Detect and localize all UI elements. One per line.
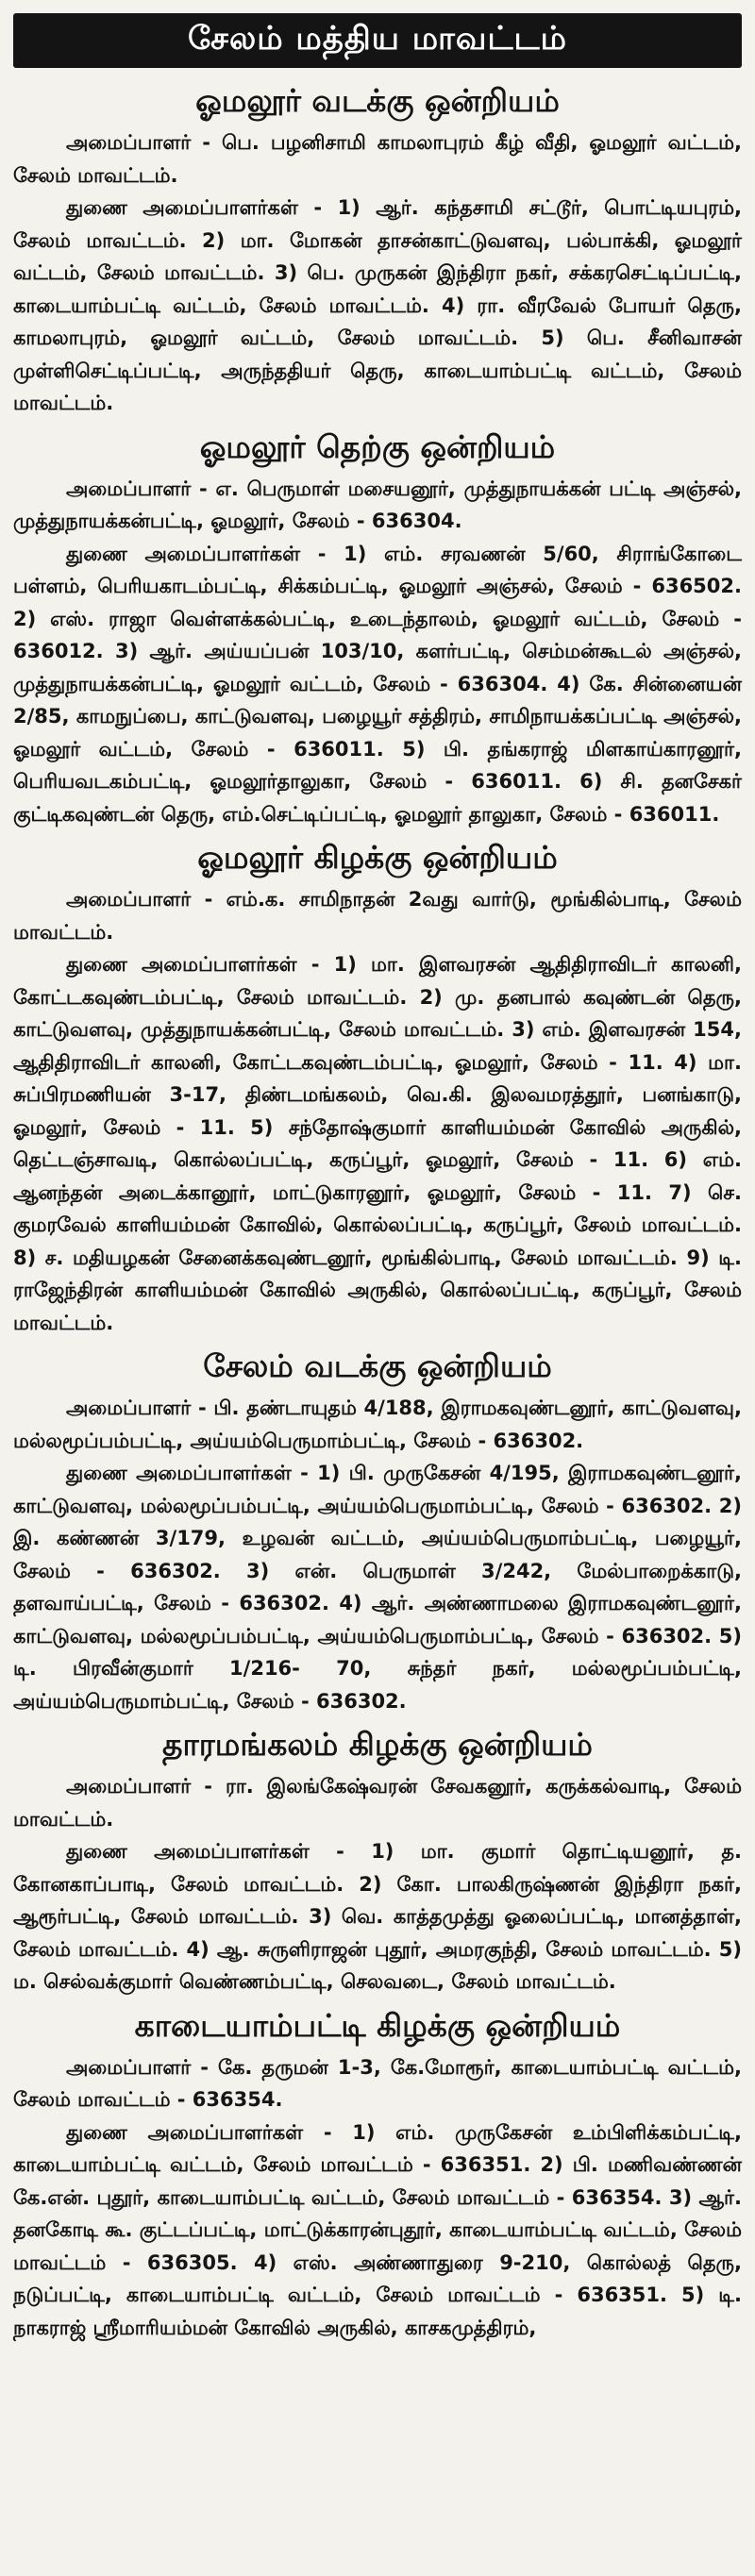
section-title: காடையாம்பட்டி கிழக்கு ஒன்றியம் [134,2006,621,2044]
organizer-text: அமைப்பாளர் - கே. தருமன் 1-3, கே.மோரூர், காடையாம்பட்டி வட்டம், சேலம் மாவட்டம் - 636354. [13,2055,742,2111]
section-title: ஓமலூர் தெற்கு ஒன்றியம் [199,427,556,465]
section-title: சேலம் வடக்கு ஒன்றியம் [203,1347,552,1384]
deputies-text: துணை அமைப்பாளர்கள் - 1) எம். சரவணன் 5/60, சிராங்கோடை பள்ளம், பெரியகாடம்பட்டி, சிக்கம்பட்டி, ஓமலூர் அஞ்சல், சேலம் - 636502. 2) எஸ். ராஜா வெள்ளக்கல்பட்டி, உடைந்தாலம், ஓமலூர் வட்டம், சேலம் - 636012. 3) ஆர். அய்யப்பன் 103/10, களர்பட்டி, செம்மன்கூடல் அஞ்சல், முத்துநாயக்கன்பட்டி, ஓமலூர் வட்டம், சேலம் - 636304. 4) கே. சின்னையன் 2/85, காமநுப்பை, காட்டுவளவு, பழையூர் சத்திரம், சாமிநாயக்கப்பட்டி அஞ்சல், ஓமலூர் வட்டம், சேலம் - 636011. 5) பி. தங்கராஜ் மிளகாய்காரனூர், பெரியவடகம்பட்டி, ஓமலூர்தாலுகா, சேலம் - 636011. 6) சி. தனசேகர் குட்டிகவுண்டன் தெரு, எம்.செட்டிப்பட்டி, ஓமலூர் தாலுகா, சேலம் - 636011. [13,542,742,826]
organizer-text: அமைப்பாளர் - பி. தண்டாயுதம் 4/188, இராமகவுண்டனூர், காட்டுவளவு, மல்லமூப்பம்பட்டி, அய்யம்பெருமாம்பட்டி, சேலம் - 636302. [13,1397,742,1452]
section-omalur-north [13,81,742,420]
section-omalur-east [13,838,742,1339]
organizer-text: அமைப்பாளர் - எம்.க. சாமிநாதன் 2வது வார்டு, மூங்கில்பாடி, சேலம் மாவட்டம். [13,888,742,944]
section-title: தாரமங்கலம் கிழக்கு ஒன்றியம் [161,1726,593,1763]
organizer-text: அமைப்பாளர் - எ. பெருமாள் மசையனூர், முத்துநாயக்கன் பட்டி அஞ்சல், முத்துநாயக்கன்பட்டி, ஓமலூர், சேலம் - 636304. [13,477,742,532]
district-banner: சேலம் மத்திய மாவட்டம் [13,13,742,68]
deputies-text: துணை அமைப்பாளர்கள் - 1) ஆர். கந்தசாமி சட்டூர், பொட்டியபுரம், சேலம் மாவட்டம். 2) மா. மோகன் தாசன்காட்டுவளவு, பல்பாக்கி, ஓமலூர் வட்டம், சேலம் மாவட்டம். 3) பெ. முருகன் இந்திரா நகர், சக்கரசெட்டிப்பட்டி, காடையாம்பட்டி வட்டம், சேலம் மாவட்டம். 4) ரா. வீரவேல் போயர் தெரு, காமலாபுரம், ஓமலூர் வட்டம், சேலம் மாவட்டம். 5) பெ. சீனிவாசன் முள்ளிசெட்டிப்பட்டி, அருந்ததியர் தெரு, காடையாம்பட்டி வட்டம், சேலம் மாவட்டம். [13,196,742,414]
section-tharamangalam-east [13,1725,742,1999]
section-title: ஓமலூர் கிழக்கு ஒன்றியம் [197,839,558,876]
deputies-text: துணை அமைப்பாளர்கள் - 1) மா. குமார் தொட்டியனூர், த. கோனகாப்பாடி, சேலம் மாவட்டம். 2) கோ. பாலகிருஷ்ணன் இந்திரா நகர், ஆரூர்பட்டி, சேலம் மாவட்டம். 3) வெ. காத்தமுத்து ஓலைப்பட்டி, மானத்தாள், சேலம் மாவட்டம். 4) ஆ. சுருளிராஜன் புதூர், அமரகுந்தி, சேலம் மாவட்டம். 5) ம. செல்வக்குமார் வெண்ணம்பட்டி, செலவடை, சேலம் மாவட்டம். [13,1840,742,1993]
deputies-text: துணை அமைப்பாளர்கள் - 1) எம். முருகேசன் உம்பிளிக்கம்பட்டி, காடையாம்பட்டி வட்டம், சேலம் மாவட்டம் - 636351. 2) பி. மணிவண்ணன் கே.என். புதூர், காடையாம்பட்டி வட்டம், சேலம் மாவட்டம் - 636354. 3) ஆர். தனகோடி கூ. குட்டப்பட்டி, மாட்டுக்காரன்புதூர், காடையாம்பட்டி வட்டம், சேலம் மாவட்டம் - 636305. 4) எஸ். அண்ணாதுரை 9-210, கொல்லத் தெரு, நடுப்பட்டி, காடையாம்பட்டி வட்டம், சேலம் மாவட்டம் - 636351. 5) டி. நாகராஜ் ஸ்ரீமாரியம்மன் கோவில் அருகில், காசகமுத்திரம், [13,2120,742,2339]
section-title: ஓமலூர் வடக்கு ஒன்றியம் [195,82,560,119]
section-omalur-south [13,427,742,831]
organizer-text: அமைப்பாளர் - பெ. பழனிசாமி காமலாபுரம் கீழ் வீதி, ஓமலூர் வட்டம், சேலம் மாவட்டம். [13,131,742,187]
section-salem-north [13,1347,742,1717]
section-kadaiyampatti-east [13,2006,742,2345]
deputies-text: துணை அமைப்பாளர்கள் - 1) பி. முருகேசன் 4/195, இராமகவுண்டனூர், காட்டுவளவு, மல்லமூப்பம்பட்டி, அய்யம்பெருமாம்பட்டி, சேலம் - 636302. 2) இ. கண்ணன் 3/179, உழவன் வட்டம், அய்யம்பெருமாம்பட்டி, பழையூர், சேலம் - 636302. 3) என். பெருமாள் 3/242, மேல்பாறைக்காடு, தளவாய்பட்டி, சேலம் - 636302. 4) ஆர். அண்ணாமலை இராமகவுண்டனூர், காட்டுவளவு, மல்லமூப்பம்பட்டி, அய்யம்பெருமாம்பட்டி, சேலம் - 636302. 5) டி. பிரவீன்குமார் 1/216- 70, சுந்தர் நகர், மல்லமூப்பம்பட்டி, அய்யம்பெருமாம்பட்டி, சேலம் - 636302. [13,1462,742,1713]
deputies-text: துணை அமைப்பாளர்கள் - 1) மா. இளவரசன் ஆதிதிராவிடர் காலனி, கோட்டகவுண்டம்பட்டி, சேலம் மாவட்டம். 2) மு. தனபால் கவுண்டன் தெரு, காட்டுவளவு, முத்துநாயக்கன்பட்டி, சேலம் மாவட்டம். 3) எம். இளவரசன் 154, ஆதிதிராவிடர் காலனி, கோட்டகவுண்டம்பட்டி, ஓமலூர், சேலம் - 11. 4) மா. சுப்பிரமணியன் 3-17, திண்டமங்கலம், வெ.கி. இலவமரத்தூர், பனங்காடு, ஓமலூர், சேலம் - 11. 5) சந்தோஷ்குமார் காளியம்மன் கோவில் அருகில், தெட்டஞ்சாவடி, கொல்லப்பட்டி, கருப்பூர், ஓமலூர், சேலம் - 11. 6) எம். ஆனந்தன் அடைக்கானூர், மாட்டுகாரனூர், ஓமலூர், சேலம் - 11. 7) செ. குமரவேல் காளியம்மன் கோவில், கொல்லப்பட்டி, கருப்பூர், சேலம் மாவட்டம். 8) ச. மதியழகன் சேனைக்கவுண்டனூர், மூங்கில்பாடி, சேலம் மாவட்டம். 9) டி. ராஜேந்திரன் காளியம்மன் கோவில் அருகில், கொல்லப்பட்டி, கருப்பூர், சேலம் மாவட்டம். [13,953,742,1334]
organizer-text: அமைப்பாளர் - ரா. இலங்கேஷ்வரன் சேவகனூர், கருக்கல்வாடி, சேலம் மாவட்டம். [13,1775,742,1831]
